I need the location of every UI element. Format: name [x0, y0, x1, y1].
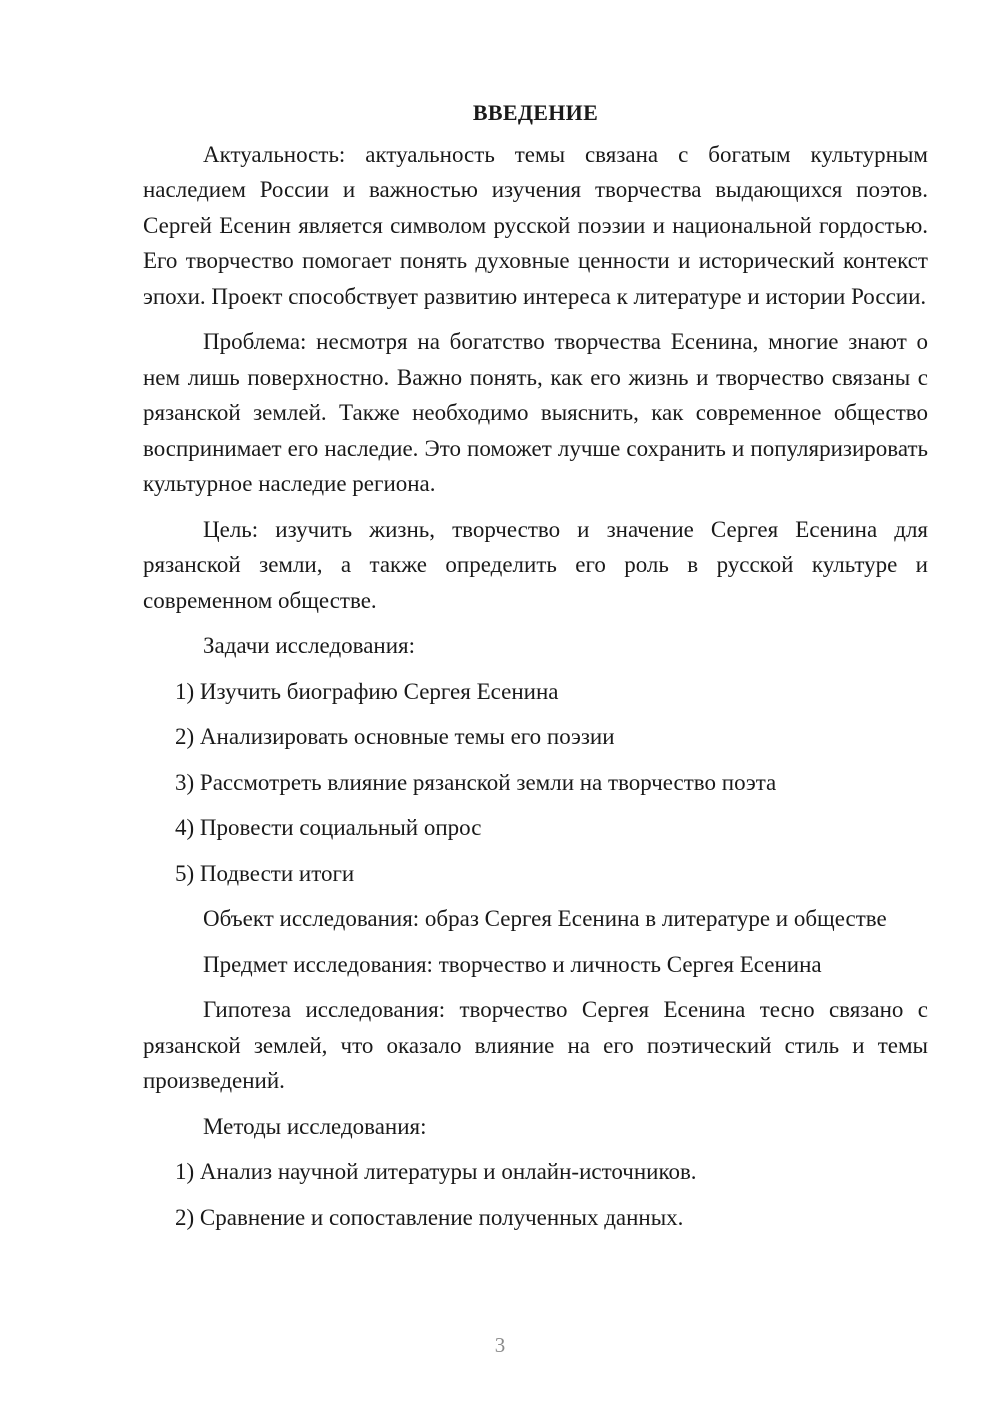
subject-paragraph: Предмет исследования: творчество и личность Сергея Есенина	[203, 951, 822, 977]
task-item: 1) Изучить биографию Сергея Есенина	[175, 678, 559, 704]
section-title: ВВЕДЕНИЕ	[472, 100, 599, 125]
document-page	[143, 95, 928, 1245]
tasks-label: Задачи исследования:	[203, 633, 416, 658]
goal-paragraph: Цель: изучить жизнь, творчество и значение Сергея Есенина для рязанской земли, а также определить его роль в русской культуре и современном обществе.	[143, 516, 928, 613]
task-item: 2) Анализировать основные темы его поэзии	[175, 724, 615, 749]
object-paragraph: Объект исследования: образ Сергея Есенина в литературе и обществе	[203, 906, 887, 931]
tasks-list	[143, 674, 928, 892]
task-item: 5) Подвести итоги	[175, 860, 355, 886]
methods-list	[143, 1154, 928, 1235]
hypothesis-paragraph: Гипотеза исследования: творчество Сергея Есенина тесно связано с рязанской землей, что оказало влияние на его поэтический стиль и темы произведений.	[143, 997, 928, 1093]
method-item: 2) Сравнение и сопоставление полученных данных.	[175, 1204, 684, 1230]
problem-paragraph: Проблема: несмотря на богатство творчества Есенина, многие знают о нем лишь поверхностно. Важно понять, как его жизнь и творчество связаны с рязанской землей. Также необходимо выяснить, как современное общество воспринимает его наследие. Это поможет лучше сохранить и популяризировать культурное наследие региона.	[143, 329, 928, 496]
method-item: 1) Анализ научной литературы и онлайн-источников.	[175, 1159, 697, 1184]
relevance-paragraph: Актуальность: актуальность темы связана с богатым культурным наследием России и важностью изучения творчества выдающихся поэтов. Сергей Есенин является символом русской поэзии и национальной гордостью. Его творчество помогает понять духовные ценности и исторический контекст эпохи. Проект способствует развитию интереса к литературе и истории России.	[143, 141, 928, 309]
task-item: 3) Рассмотреть влияние рязанской земли на творчество поэта	[175, 769, 777, 795]
page-number: 3	[494, 1333, 506, 1357]
methods-label: Методы исследования:	[203, 1113, 427, 1139]
task-item: 4) Провести социальный опрос	[175, 815, 482, 840]
